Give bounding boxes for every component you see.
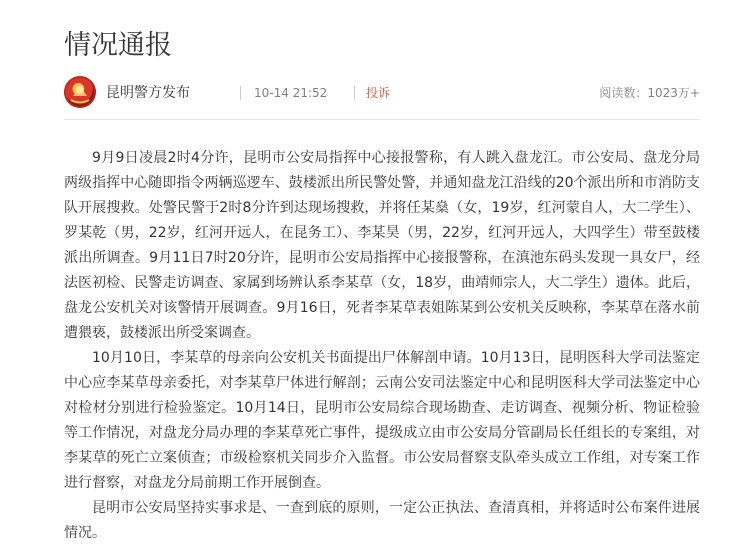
avatar[interactable] [64,76,96,108]
police-badge-avatar-icon [64,76,96,108]
report-link[interactable]: 投诉 [366,86,391,100]
article-meta [64,76,700,114]
read-count: 阅读数：1023万+ [599,86,700,100]
publish-date: 10-14 21:52 [254,86,328,100]
paragraph: 10月10日，李某草的母亲向公安机关书面提出尸体解剖申请。10月13日，昆明医科大学司法鉴定中心应李某草母亲委托，对李某草尸体进行解剖；云南公安司法鉴定中心和昆明医科大学司法鉴定中心对检材分别进行检验鉴定。10月14日，昆明市公安局综合现场勘查、走访调查、视频分析、物证检验等工作情况，对盘龙分局办理的李某草死亡事件，提级成立由市公安局分管副局长任组长的专案组，对李某草的死亡立案侦查；市级检察机关同步介入监督。市公安局督察支队牵头成立工作组，对专案工作进行督察，对盘龙分局前期工作开展倒查。 [64,350,700,491]
meta-divider [354,86,355,100]
page-title: 情况通报 [64,30,172,61]
source-name[interactable]: 昆明警方发布 [106,85,190,101]
article-body [64,146,700,546]
paragraph: 9月9日凌晨2时4分许，昆明市公安局指挥中心接报警称，有人跳入盘龙江。市公安局、盘龙分局两级指挥中心随即指令两辆巡逻车、鼓楼派出所民警处警，并通知盘龙江沿线的20个派出所和市消防支队开展搜救。处警民警于2时8分许到达现场搜救，并将任某燊（女，19岁，红河蒙自人，大二学生）、罗某乾（男，22岁，红河开远人，在昆务工）、李某昊（男，22岁，红河开远人，大四学生）带至鼓楼派出所调查。9月11日7时20分许，昆明市公安局指挥中心接报警称，在滇池东码头发现一具女尸，经法医初检、民警走访调查、家属到场辨认系李某草（女，18岁，曲靖师宗人，大二学生）遗体。此后，盘龙公安机关对该警情开展调查。9月16日，死者李某草表姐陈某到公安机关反映称，李某草在落水前遭猥亵，鼓楼派出所受案调查。 [64,150,700,341]
header-divider [64,119,700,120]
paragraph: 昆明市公安局坚持实事求是、一查到底的原则，一定公正执法、查清真相，并将适时公布案件进展情况。 [64,500,700,541]
meta-divider [240,86,241,100]
